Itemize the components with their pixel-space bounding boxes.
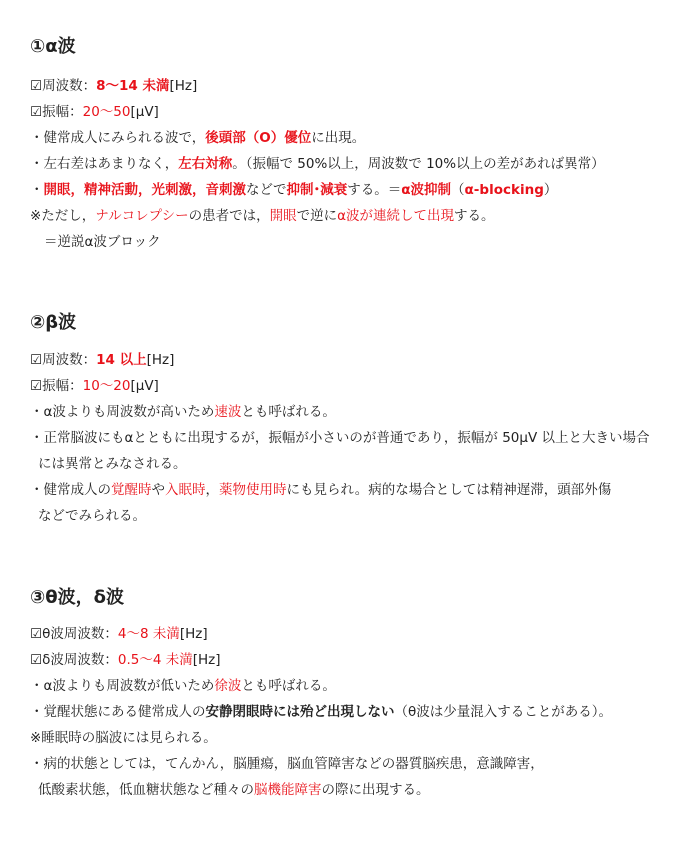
theta-delta-heading: ③θ波，δ波: [30, 587, 124, 608]
theta-frequency: ☑θ波周波数：4～8 未満[Hz]: [30, 626, 208, 642]
beta-heading: ②β波: [30, 312, 77, 333]
theta-sleep: ※睡眠時の脳波には見られる。: [30, 730, 217, 746]
theta-pathology-cont: 低酸素状態，低血糖状態など種々の脳機能障害の際に出現する。: [38, 782, 430, 798]
alpha-location: ・健常成人にみられる波で，後頭部（O）優位に出現。: [30, 130, 366, 146]
beta-frequency: ☑周波数：14 以上[Hz]: [30, 352, 175, 368]
delta-frequency: ☑δ波周波数：0.5～4 未満[Hz]: [30, 652, 221, 668]
alpha-paradoxical: ＝逆説α波ブロック: [44, 234, 161, 250]
beta-occurrence: ・健常成人の覚醒時や入眠時，薬物使用時にも見られ。病的な場合としては精神遅滞，頭部外傷: [30, 482, 612, 498]
alpha-amplitude: ☑振幅：20～50[μV]: [30, 104, 159, 120]
beta-fast-wave: ・α波よりも周波数が高いため速波とも呼ばれる。: [30, 404, 336, 420]
alpha-narcolepsy: ※ただし，ナルコレプシーの患者では，開眼で逆にα波が連続して出現する。: [30, 208, 495, 224]
theta-awake: ・覚醒状態にある健常成人の安静閉眼時には殆ど出現しない（θ波は少量混入することがある）。: [30, 704, 613, 720]
alpha-heading: ①α波: [30, 36, 76, 57]
beta-amplitude: ☑振幅：10～20[μV]: [30, 378, 159, 394]
beta-occurrence-cont: などでみられる。: [38, 508, 146, 524]
beta-normal: ・正常脳波にもαとともに出現するが，振幅が小さいのが普通であり，振幅が 50μV 以上と大きい場合: [30, 430, 650, 446]
theta-slow-wave: ・α波よりも周波数が低いため徐波とも呼ばれる。: [30, 678, 336, 694]
alpha-frequency: ☑周波数：8～14 未満[Hz]: [30, 78, 198, 94]
theta-pathology: ・病的状態としては，てんかん，脳腫瘍，脳血管障害などの器質脳疾患，意識障害，: [30, 756, 544, 772]
alpha-blocking: ・開眼，精神活動，光刺激，音刺激などで抑制･減衰する。＝α波抑制（α-blocking）: [30, 182, 558, 198]
beta-normal-cont: には異常とみなされる。: [38, 456, 187, 472]
alpha-symmetry: ・左右差はあまりなく，左右対称。（振幅で 50%以上，周波数で 10%以上の差があれば異常）: [30, 156, 605, 172]
